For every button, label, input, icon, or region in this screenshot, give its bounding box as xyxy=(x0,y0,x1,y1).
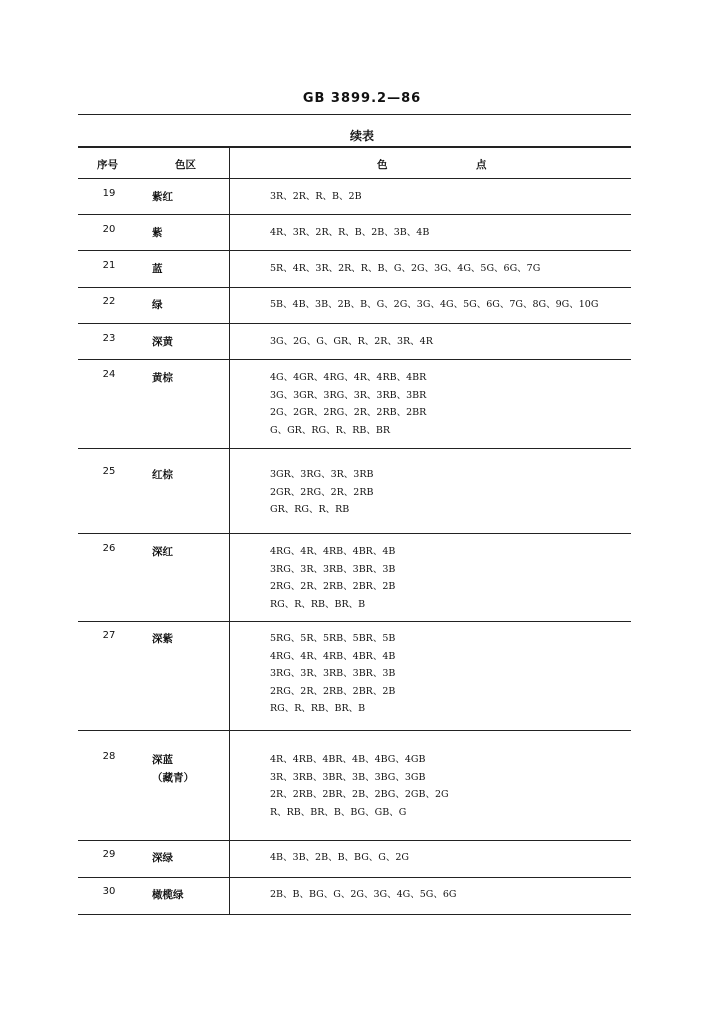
top-rule xyxy=(78,114,631,115)
row-border xyxy=(78,359,631,360)
row-zone-text: 紫 xyxy=(152,227,163,239)
row-zone xyxy=(152,260,163,278)
row-points xyxy=(270,543,395,613)
row-number: 22 xyxy=(102,296,116,307)
row-border xyxy=(78,877,631,878)
row-points xyxy=(270,849,409,867)
row-points-line: 3G、3GR、3RG、3R、3RB、3BR xyxy=(270,389,427,401)
row-points xyxy=(270,630,395,718)
column-header-zone: 色区 xyxy=(175,159,196,171)
row-border xyxy=(78,730,631,731)
row-number: 26 xyxy=(102,543,116,554)
table-top-rule xyxy=(78,146,631,148)
row-border xyxy=(78,914,631,915)
row-zone xyxy=(152,751,194,787)
row-border xyxy=(78,621,631,622)
row-zone xyxy=(152,369,173,387)
row-zone xyxy=(152,886,184,904)
row-points-line: 4G、4GR、4RG、4R、4RB、4BR xyxy=(270,372,427,383)
row-zone-text: 深红 xyxy=(152,546,173,558)
row-points-line: 5B、4B、3B、2B、B、G、2G、3G、4G、5G、6G、7G、8G、9G、10G xyxy=(270,299,599,310)
column-header-no: 序号 xyxy=(97,159,118,171)
row-points-line: R、RB、BR、B、BG、GB、G xyxy=(270,806,407,818)
row-zone-text: 蓝 xyxy=(152,263,163,275)
row-zone-text: 深蓝 xyxy=(152,754,173,766)
row-points-line: 5RG、5R、5RB、5BR、5B xyxy=(270,633,396,644)
row-number: 19 xyxy=(102,188,116,199)
row-number: 27 xyxy=(102,630,116,641)
row-number: 25 xyxy=(102,466,116,477)
zone-points-divider xyxy=(229,147,230,915)
row-points-line: 3RG、3R、3RB、3BR、3B xyxy=(270,668,396,679)
row-points-line: 4R、4RB、4BR、4B、4BG、4GB xyxy=(270,754,426,765)
row-border xyxy=(78,214,631,215)
row-points-line: 2B、B、BG、G、2G、3G、4G、5G、6G xyxy=(270,889,457,900)
row-points-line: 3R、2R、R、B、2B xyxy=(270,191,362,202)
row-zone-text: 紫红 xyxy=(152,191,173,203)
row-points-line: 2RG、2R、2RB、2BR、2B xyxy=(270,685,396,697)
row-points-line: 4B、3B、2B、B、BG、G、2G xyxy=(270,852,410,863)
row-points-line: 3R、3RB、3BR、3B、3BG、3GB xyxy=(270,771,426,783)
row-zone xyxy=(152,630,173,648)
row-points-line: 4RG、4R、4RB、4BR、4B xyxy=(270,546,396,557)
row-zone xyxy=(152,543,173,561)
column-header-points-1: 色 xyxy=(377,159,388,171)
row-zone xyxy=(152,466,173,484)
row-points-line: 3GR、3RG、3R、3RB xyxy=(270,469,374,480)
row-border xyxy=(78,250,631,251)
row-points-line: 4R、3R、2R、R、B、2B、3B、4B xyxy=(270,227,430,238)
row-points xyxy=(270,296,598,314)
row-zone xyxy=(152,224,163,242)
row-points-line: 2G、2GR、2RG、2R、2RB、2BR xyxy=(270,407,427,418)
row-points xyxy=(270,369,426,439)
row-border xyxy=(78,533,631,534)
row-border xyxy=(78,323,631,324)
row-points xyxy=(270,260,540,278)
row-points xyxy=(270,224,429,242)
row-zone xyxy=(152,188,173,206)
row-number: 21 xyxy=(102,260,116,271)
row-zone-text: 深紫 xyxy=(152,633,173,645)
standard-code: GB 3899.2—86 xyxy=(302,91,422,106)
row-zone xyxy=(152,333,173,351)
row-points-line: GR、RG、R、RB xyxy=(270,504,350,515)
row-zone-text: 深黄 xyxy=(152,336,173,348)
row-points-line: 5R、4R、3R、2R、R、B、G、2G、3G、4G、5G、6G、7G xyxy=(270,263,541,274)
row-points-line: G、GR、RG、R、RB、BR xyxy=(270,424,390,436)
row-zone-text: （藏青） xyxy=(152,772,194,784)
row-points-line: 2RG、2R、2RB、2BR、2B xyxy=(270,581,396,592)
row-points-line: RG、R、RB、BR、B xyxy=(270,703,366,714)
row-points-line: 3G、2G、G、GR、R、2R、3R、4R xyxy=(270,336,433,347)
row-points xyxy=(270,751,449,821)
row-border xyxy=(78,448,631,449)
row-points xyxy=(270,466,373,519)
row-border xyxy=(78,287,631,288)
row-number: 30 xyxy=(102,886,116,897)
row-points-line: 3RG、3R、3RB、3BR、3B xyxy=(270,563,396,575)
row-zone-text: 绿 xyxy=(152,299,163,311)
row-zone-text: 深绿 xyxy=(152,852,173,864)
row-points xyxy=(270,886,457,904)
row-points-line: 4RG、4R、4RB、4BR、4B xyxy=(270,650,396,662)
row-points-line: RG、R、RB、BR、B xyxy=(270,598,366,610)
row-zone-text: 橄榄绿 xyxy=(152,889,184,901)
row-points-line: 2GR、2RG、2R、2RB xyxy=(270,486,374,498)
row-border xyxy=(78,840,631,841)
header-bottom-rule xyxy=(78,178,631,179)
row-points xyxy=(270,333,433,351)
column-header-points-2: 点 xyxy=(476,159,487,171)
row-zone-text: 黄棕 xyxy=(152,372,173,384)
row-number: 23 xyxy=(102,333,116,344)
continued-table-title: 续表 xyxy=(349,129,374,143)
row-number: 20 xyxy=(102,224,116,235)
row-number: 29 xyxy=(102,849,116,860)
row-points xyxy=(270,188,362,206)
row-zone xyxy=(152,296,163,314)
row-number: 24 xyxy=(102,369,116,380)
row-zone xyxy=(152,849,173,867)
row-zone-text: 红棕 xyxy=(152,469,173,481)
row-points-line: 2R、2RB、2BR、2B、2BG、2GB、2G xyxy=(270,789,449,800)
row-number: 28 xyxy=(102,751,116,762)
